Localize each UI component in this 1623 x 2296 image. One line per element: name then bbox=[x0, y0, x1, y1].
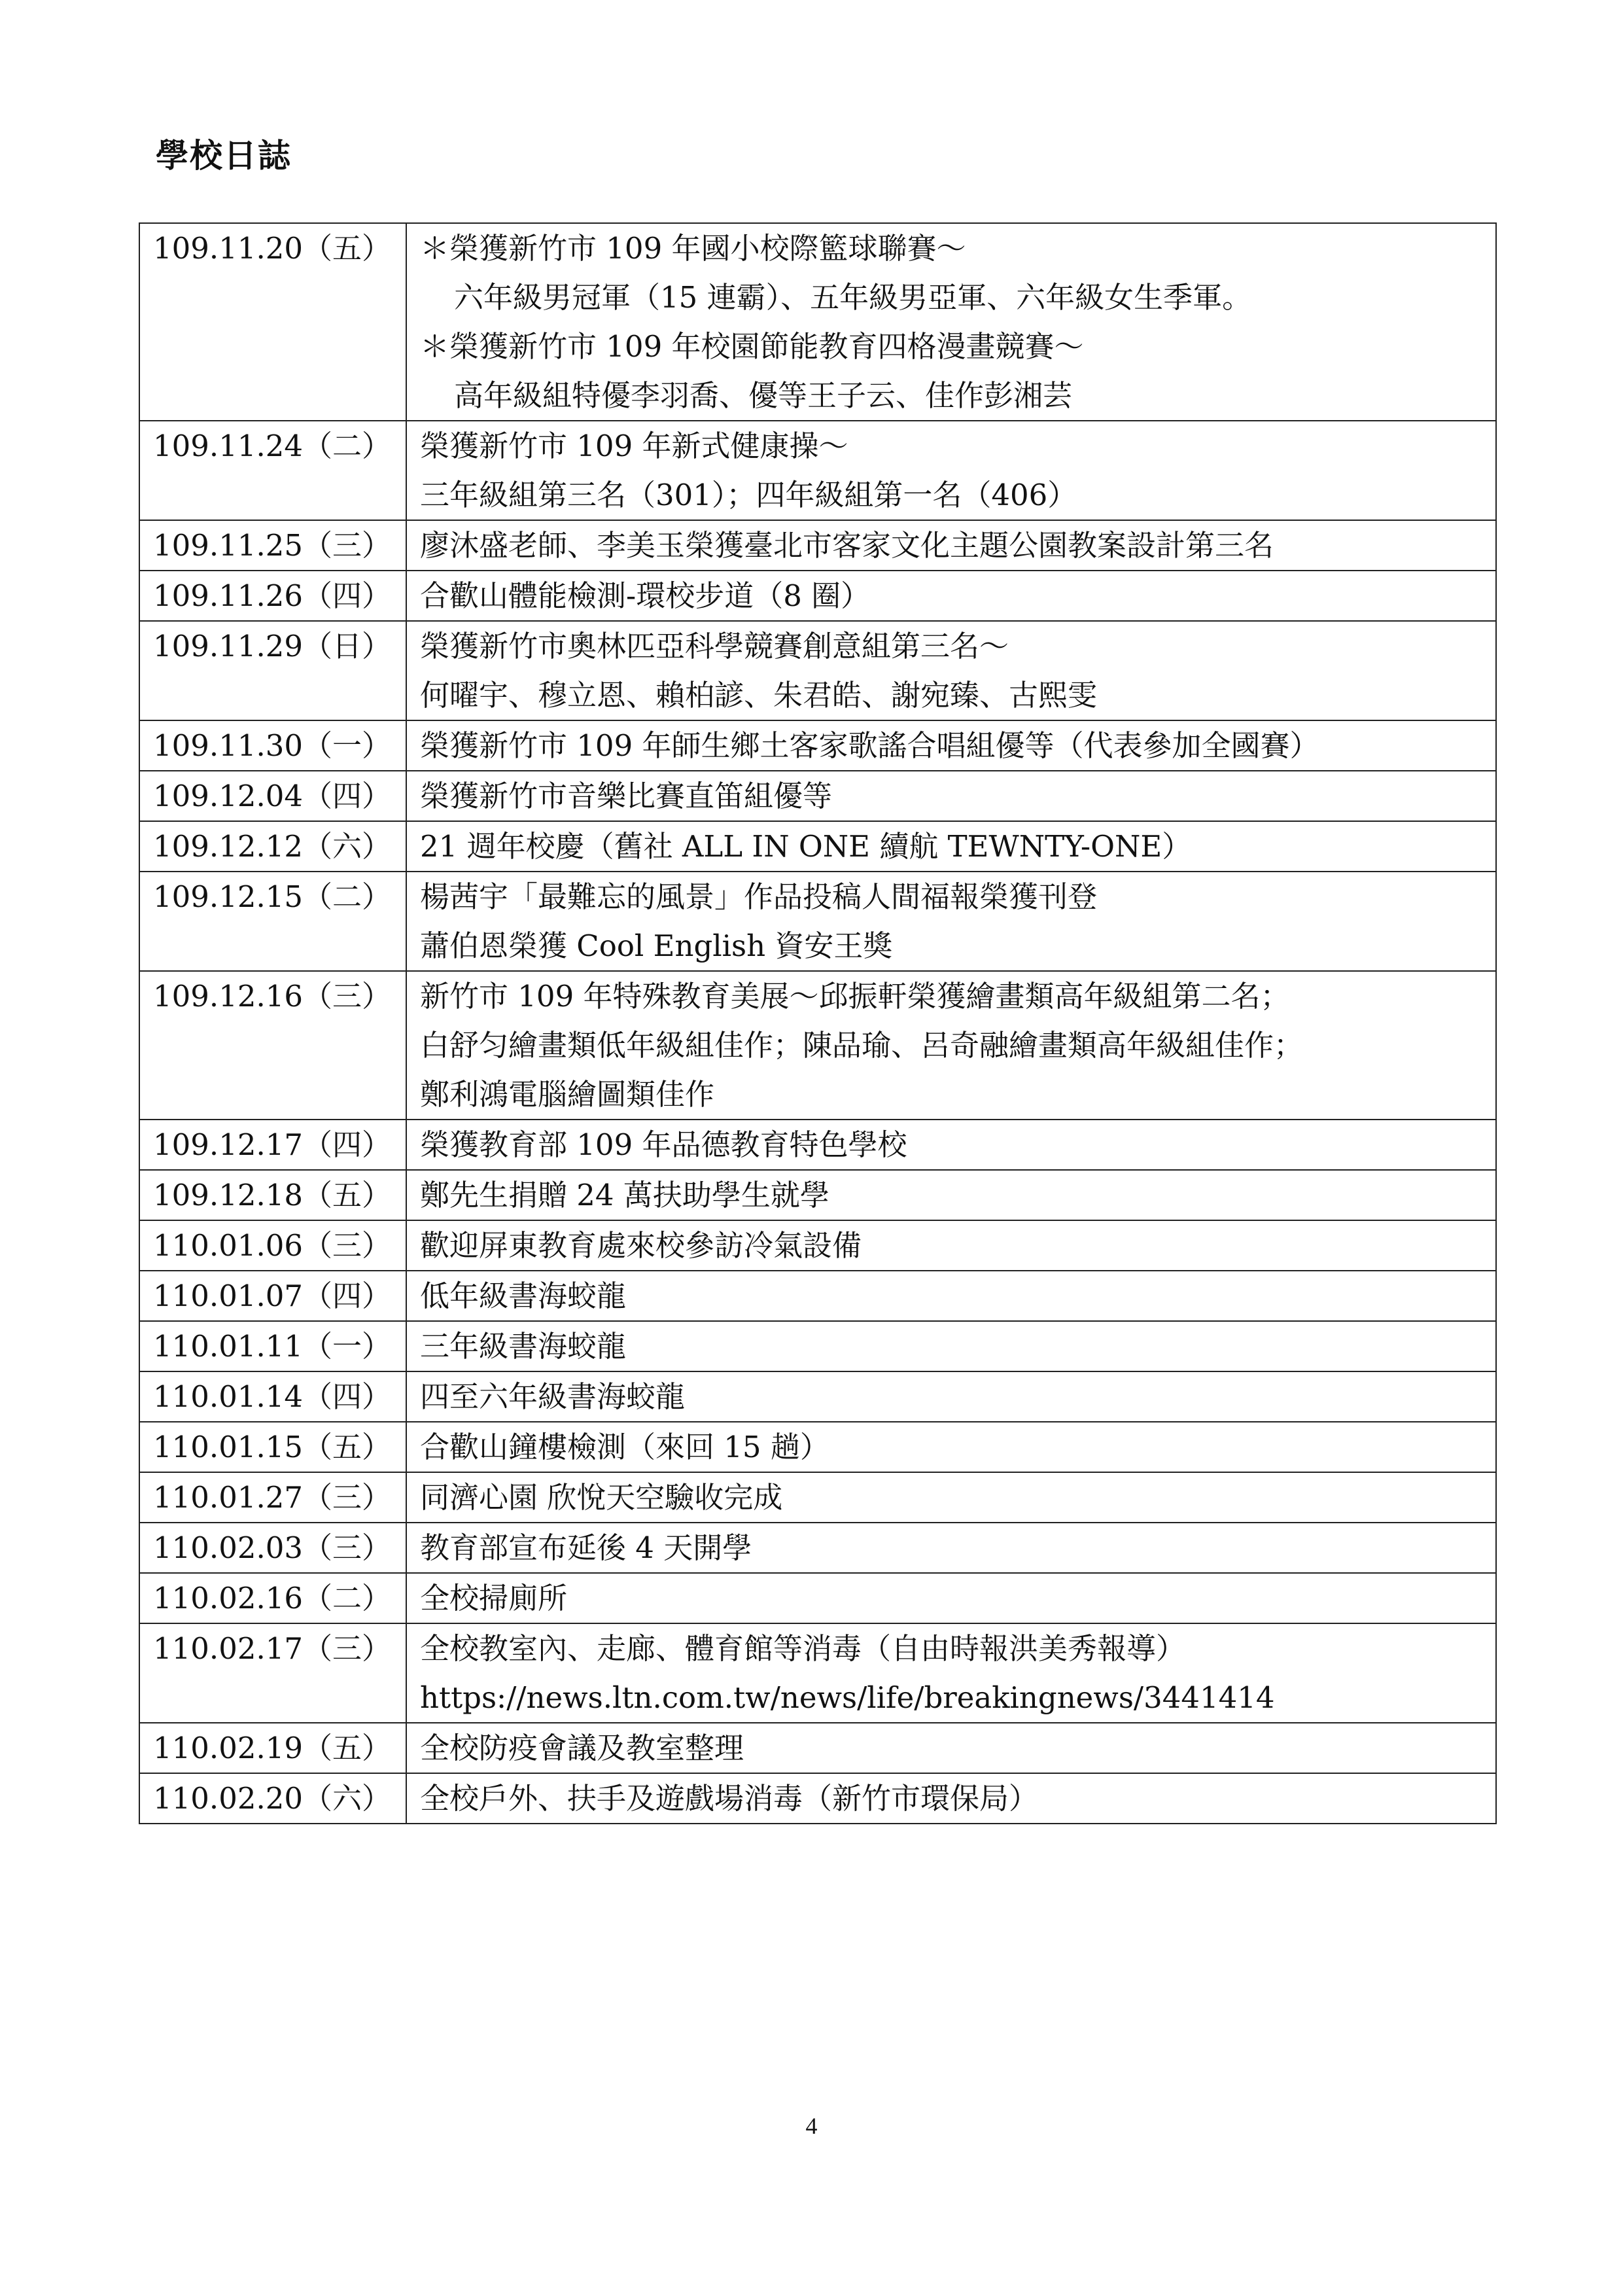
log-event-line: 21 週年校慶（舊社 ALL IN ONE 續航 TEWNTY-ONE） bbox=[420, 829, 1192, 864]
log-event bbox=[406, 1773, 1496, 1824]
log-event-line: 三年級組第三名（301）；四年級組第一名（406） bbox=[420, 478, 1077, 512]
log-row bbox=[139, 1271, 1496, 1321]
log-date: 109.12.12（六） bbox=[139, 821, 406, 872]
log-date: 109.12.16（三） bbox=[139, 971, 406, 1120]
log-event-line: 合歡山鐘樓檢測（來回 15 趟） bbox=[420, 1430, 829, 1464]
log-event-line: 四至六年級書海蛟龍 bbox=[420, 1379, 686, 1414]
log-event-line: ＊榮獲新竹市 109 年國小校際籃球聯賽～ bbox=[420, 231, 966, 266]
log-event-line: 高年級組特優李羽喬、優等王子云、佳作彭湘芸 bbox=[454, 378, 1073, 413]
log-date: 110.01.06（三） bbox=[139, 1220, 406, 1271]
log-date: 109.11.25（三） bbox=[139, 520, 406, 571]
log-event bbox=[406, 1170, 1496, 1220]
log-row bbox=[139, 1573, 1496, 1623]
log-event bbox=[406, 1623, 1496, 1723]
log-event bbox=[406, 1523, 1496, 1573]
log-event bbox=[406, 1472, 1496, 1523]
log-event-line: 新竹市 109 年特殊教育美展～邱振軒榮獲繪畫類高年級組第二名； bbox=[420, 979, 1290, 1014]
log-event-line: 低年級書海蛟龍 bbox=[420, 1279, 627, 1313]
log-event-line: 教育部宣布延後 4 天開學 bbox=[420, 1530, 752, 1565]
log-row bbox=[139, 971, 1496, 1120]
log-date: 109.12.15（二） bbox=[139, 872, 406, 971]
log-event-line: 六年級男冠軍（15 連霸）、五年級男亞軍、六年級女生季軍。 bbox=[454, 280, 1252, 315]
log-row bbox=[139, 1623, 1496, 1723]
log-date: 109.11.29（日） bbox=[139, 621, 406, 720]
log-event bbox=[406, 1422, 1496, 1472]
log-row bbox=[139, 821, 1496, 872]
log-event-line: 榮獲新竹市 109 年師生鄉土客家歌謠合唱組優等（代表參加全國賽） bbox=[420, 728, 1319, 763]
log-event bbox=[406, 872, 1496, 971]
log-event-line: 全校戶外、扶手及遊戲場消毒（新竹市環保局） bbox=[420, 1781, 1039, 1816]
school-log-body bbox=[139, 223, 1496, 1824]
page-title: 學校日誌 bbox=[156, 137, 292, 175]
log-event-line: 鄭先生捐贈 24 萬扶助學生就學 bbox=[420, 1178, 829, 1212]
log-event-line: 廖沐盛老師、李美玉榮獲臺北市客家文化主題公園教案設計第三名 bbox=[420, 528, 1274, 563]
log-row bbox=[139, 520, 1496, 571]
log-event-line: 蕭伯恩榮獲 Cool English 資安王獎 bbox=[420, 928, 893, 963]
log-event-line: 三年級書海蛟龍 bbox=[420, 1329, 627, 1364]
log-date: 109.11.26（四） bbox=[139, 571, 406, 621]
log-event-line: 全校防疫會議及教室整理 bbox=[420, 1731, 744, 1765]
log-event-line: 合歡山體能檢測-環校步道（8 圈） bbox=[420, 578, 871, 613]
log-event-line: 榮獲新竹市 109 年新式健康操～ bbox=[420, 429, 848, 463]
log-event bbox=[406, 1220, 1496, 1271]
log-event-line: 何曜宇、穆立恩、賴柏諺、朱君皓、謝宛臻、古熙雯 bbox=[420, 678, 1098, 713]
log-event bbox=[406, 571, 1496, 621]
log-row bbox=[139, 571, 1496, 621]
log-date: 110.01.14（四） bbox=[139, 1371, 406, 1422]
log-row bbox=[139, 771, 1496, 821]
log-row bbox=[139, 1523, 1496, 1573]
log-event-line: 白舒匀繪畫類低年級組佳作；陳品瑜、呂奇融繪畫類高年級組佳作； bbox=[420, 1028, 1304, 1063]
log-row bbox=[139, 1220, 1496, 1271]
log-event bbox=[406, 1573, 1496, 1623]
log-row bbox=[139, 1321, 1496, 1371]
log-date: 110.02.03（三） bbox=[139, 1523, 406, 1573]
log-row bbox=[139, 1371, 1496, 1422]
log-event bbox=[406, 1723, 1496, 1773]
log-date: 109.12.17（四） bbox=[139, 1120, 406, 1170]
log-row bbox=[139, 1120, 1496, 1170]
log-date: 110.02.17（三） bbox=[139, 1623, 406, 1723]
log-row bbox=[139, 1472, 1496, 1523]
log-event-line: ＊榮獲新竹市 109 年校園節能教育四格漫畫競賽～ bbox=[420, 329, 1084, 364]
log-row bbox=[139, 720, 1496, 771]
log-event-line: 榮獲教育部 109 年品德教育特色學校 bbox=[420, 1127, 907, 1162]
log-event bbox=[406, 421, 1496, 520]
log-event bbox=[406, 720, 1496, 771]
log-date: 110.01.27（三） bbox=[139, 1472, 406, 1523]
log-date: 109.11.20（五） bbox=[139, 223, 406, 421]
log-row bbox=[139, 1170, 1496, 1220]
log-date: 109.12.18（五） bbox=[139, 1170, 406, 1220]
log-event bbox=[406, 1371, 1496, 1422]
log-date: 110.01.11（一） bbox=[139, 1321, 406, 1371]
log-event bbox=[406, 1321, 1496, 1371]
log-event bbox=[406, 1271, 1496, 1321]
log-row bbox=[139, 621, 1496, 720]
log-event bbox=[406, 771, 1496, 821]
log-event bbox=[406, 223, 1496, 421]
log-event bbox=[406, 1120, 1496, 1170]
log-event-line: 鄭利鴻電腦繪圖類佳作 bbox=[420, 1077, 715, 1112]
log-row bbox=[139, 872, 1496, 971]
log-event-line: 全校教室內、走廊、體育館等消毒（自由時報洪美秀報導） bbox=[420, 1631, 1186, 1666]
log-event-line: 全校掃廁所 bbox=[420, 1581, 568, 1616]
log-event-line: 榮獲新竹市奧林匹亞科學競賽創意組第三名～ bbox=[420, 629, 1009, 663]
log-event-line: 歡迎屏東教育處來校參訪冷氣設備 bbox=[420, 1228, 862, 1263]
log-date: 110.02.20（六） bbox=[139, 1773, 406, 1824]
log-date: 110.02.16（二） bbox=[139, 1573, 406, 1623]
log-date: 109.11.24（二） bbox=[139, 421, 406, 520]
school-log-table bbox=[139, 222, 1497, 1824]
page-number: 4 bbox=[805, 2113, 818, 2139]
log-event bbox=[406, 621, 1496, 720]
log-event bbox=[406, 821, 1496, 872]
log-date: 110.01.07（四） bbox=[139, 1271, 406, 1321]
log-date: 110.01.15（五） bbox=[139, 1422, 406, 1472]
log-row bbox=[139, 223, 1496, 421]
log-row bbox=[139, 1422, 1496, 1472]
log-row bbox=[139, 421, 1496, 520]
log-event bbox=[406, 971, 1496, 1120]
log-event bbox=[406, 520, 1496, 571]
log-event-line: https://news.ltn.com.tw/news/life/breakingnews/3441414 bbox=[420, 1680, 1275, 1715]
log-event-line: 榮獲新竹市音樂比賽直笛組優等 bbox=[420, 779, 833, 813]
log-event-line: 同濟心園 欣悅天空驗收完成 bbox=[420, 1480, 783, 1515]
log-event-line: 楊茜宇「最難忘的風景」作品投稿人間福報榮獲刊登 bbox=[420, 879, 1098, 914]
log-date: 109.11.30（一） bbox=[139, 720, 406, 771]
log-date: 109.12.04（四） bbox=[139, 771, 406, 821]
log-row bbox=[139, 1723, 1496, 1773]
log-date: 110.02.19（五） bbox=[139, 1723, 406, 1773]
log-row bbox=[139, 1773, 1496, 1824]
